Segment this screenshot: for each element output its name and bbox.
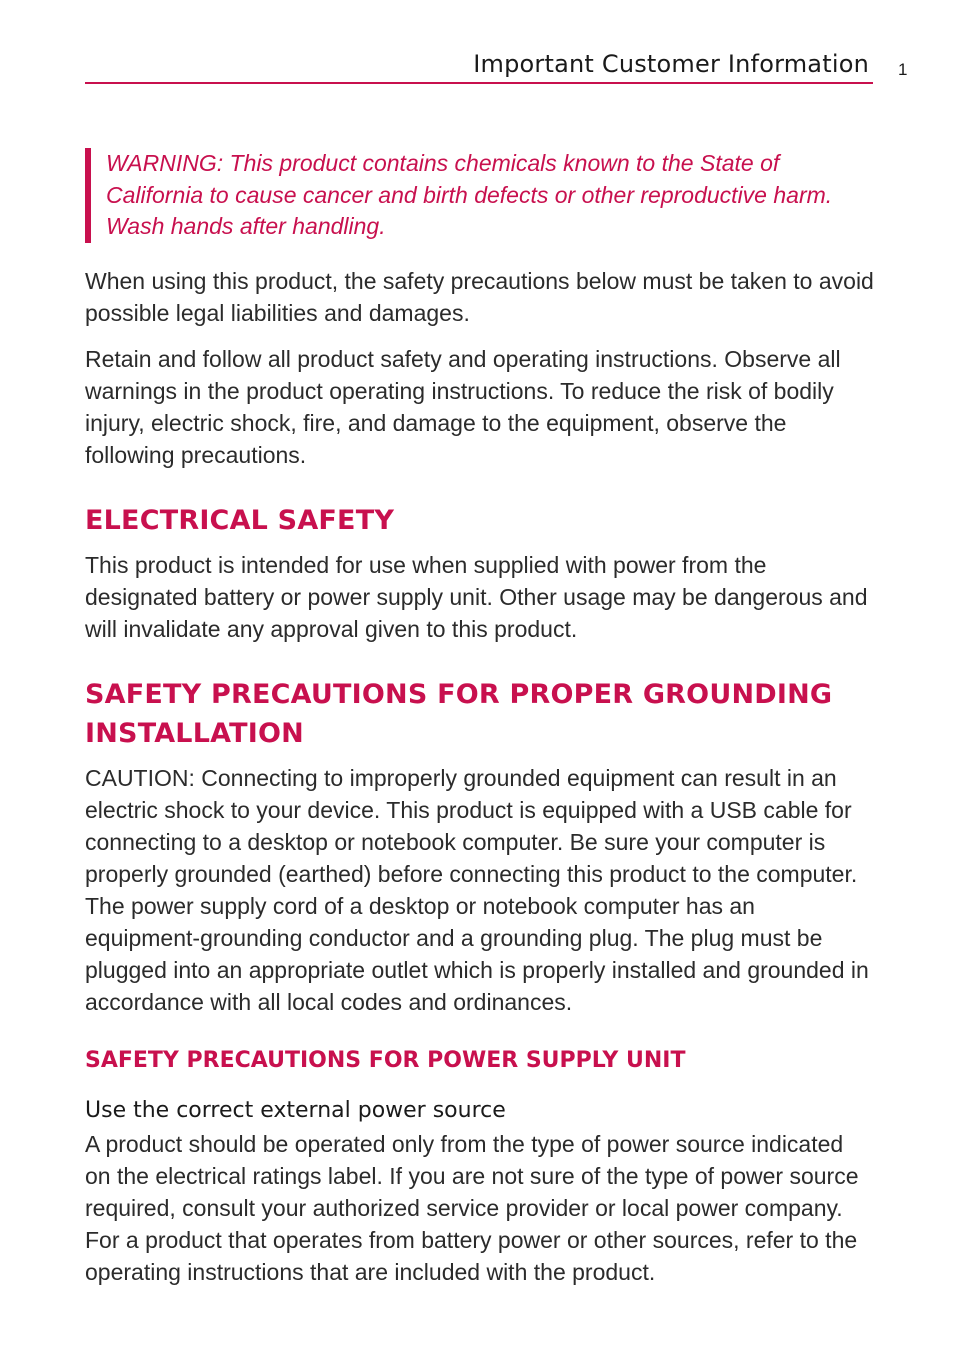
electrical-safety-heading: ELECTRICAL SAFETY: [85, 504, 395, 536]
electrical-safety-body: This product is intended for use when supplied with power from the designated battery or power supply unit. Other usage may be dangerous and will invalidate any approval given to this product.: [85, 551, 868, 642]
warning-notice: WARNING: This product contains chemicals known to the State of California to cause cancer and birth defects or other reproductive harm. Wash hands after handling.: [85, 148, 875, 243]
power-supply-body: A product should be operated only from the type of power source indicated on the electrical ratings label. If you are not sure of the type of power source required, consult your authorized service provider or local power company. For a product that operates from battery power or other sources, refer to the operating instructions that are included with the product.: [85, 1130, 859, 1285]
power-supply-heading: SAFETY PRECAUTIONS FOR POWER SUPPLY UNIT: [85, 1047, 686, 1073]
grounding-body: CAUTION: Connecting to improperly grounded equipment can result in an electric shock to your device. This product is equipped with a USB cable for connecting to a desktop or notebook computer. Be sure your computer is properly grounded (earthed) before connecting this product to the computer. The power supply cord of a desktop or notebook computer has an equipment-grounding conductor and a grounding plug. The plug must be plugged into an appropriate outlet which is properly installed and grounded in accordance with all local codes and ordinances.: [85, 764, 869, 1015]
intro-paragraph-2: Retain and follow all product safety and operating instructions. Observe all warnings in the product operating instructions. To reduce the risk of bodily injury, electric shock, fire, and damage to the equipment, observe the following precautions.: [85, 345, 841, 468]
header-title: Important Customer Information: [473, 50, 869, 78]
page-content: [85, 148, 875, 1302]
power-supply-subheading: Use the correct external power source: [85, 1097, 506, 1123]
page-header: [85, 48, 873, 84]
grounding-heading: SAFETY PRECAUTIONS FOR PROPER GROUNDING INSTALLATION: [85, 678, 833, 749]
page-number: 1: [898, 60, 908, 79]
intro-paragraph-1: When using this product, the safety precautions below must be taken to avoid possible legal liabilities and damages.: [85, 267, 874, 326]
